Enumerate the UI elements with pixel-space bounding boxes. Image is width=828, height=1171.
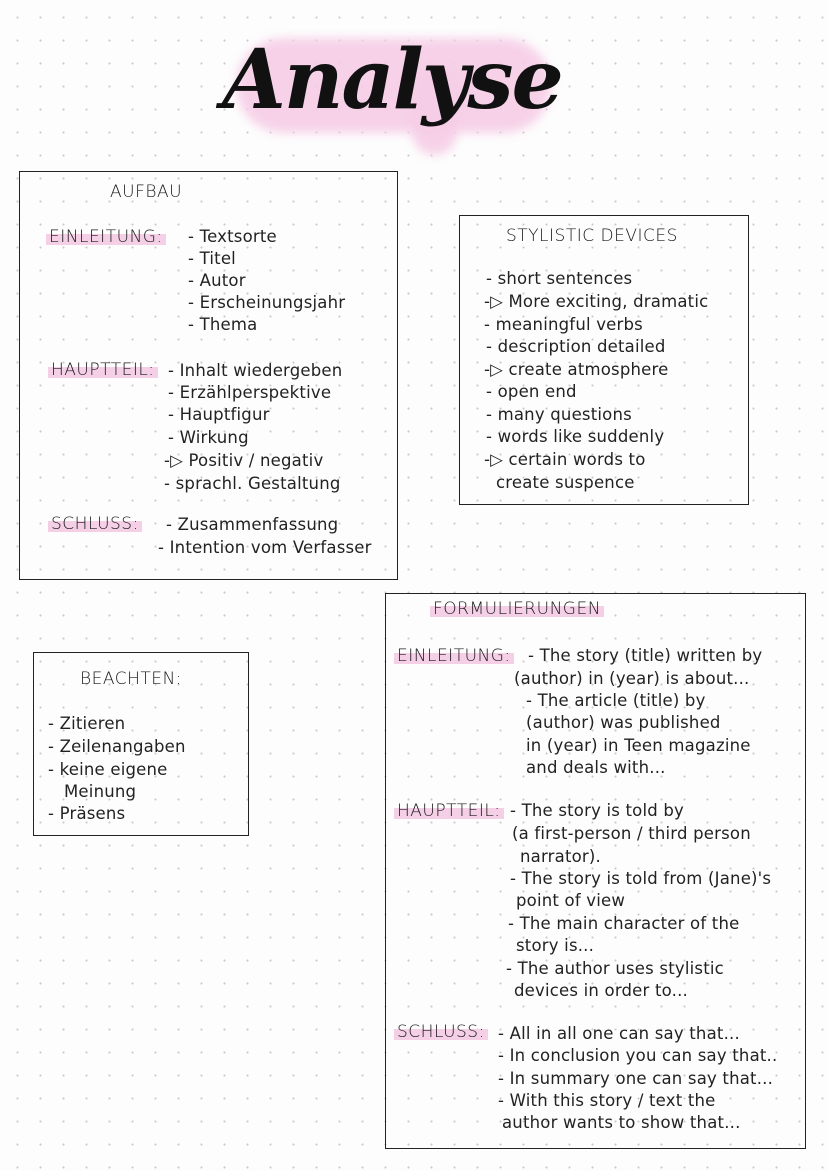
- list-item: - The story is told from (Jane)'s: [510, 869, 772, 888]
- list-item: point of view: [516, 891, 626, 910]
- list-item: narrator).: [520, 847, 601, 866]
- list-item: (author) in (year) is about...: [514, 669, 750, 688]
- list-item: - In conclusion you can say that..: [498, 1046, 778, 1065]
- list-item: - Intention vom Verfasser: [158, 538, 372, 557]
- beachten-heading: BEACHTEN:: [80, 669, 182, 689]
- list-item: - Erscheinungsjahr: [188, 293, 346, 312]
- list-item: - The story is told by: [510, 801, 685, 820]
- list-item: - In summary one can say that...: [498, 1069, 774, 1088]
- list-item: - Textsorte: [188, 227, 277, 246]
- formulierungen-schluss-label: SCHLUSS:: [394, 1022, 488, 1042]
- list-item: in (year) in Teen magazine: [526, 736, 751, 755]
- list-item: (a first-person / third person: [512, 824, 751, 843]
- list-item: - words like suddenly: [486, 427, 665, 446]
- list-item: (author) was published: [526, 713, 721, 732]
- list-item: create suspence: [496, 473, 635, 492]
- list-item: - meaningful verbs: [484, 315, 643, 334]
- list-item: - The story (title) written by: [528, 646, 763, 665]
- list-item: - sprachl. Gestaltung: [164, 474, 341, 493]
- list-item: - Erzählperspektive: [168, 383, 332, 402]
- list-item: - Zeilenangaben: [48, 737, 186, 756]
- list-item: - All in all one can say that...: [498, 1024, 740, 1043]
- aufbau-heading: AUFBAU: [110, 182, 183, 202]
- list-item: Meinung: [64, 782, 137, 801]
- list-item: - Inhalt wiedergeben: [168, 361, 343, 380]
- formulierungen-box: [385, 593, 806, 1149]
- page-title-block: [222, 10, 562, 150]
- list-item: devices in order to...: [514, 981, 688, 1000]
- list-item: - The main character of the: [508, 914, 740, 933]
- list-item: - The author uses stylistic: [506, 959, 724, 978]
- formulierungen-einleitung-label: EINLEITUNG:: [394, 646, 514, 666]
- list-item: author wants to show that...: [502, 1113, 741, 1132]
- list-item: - Autor: [188, 271, 246, 290]
- list-item: - many questions: [486, 405, 632, 424]
- aufbau-einleitung-label: EINLEITUNG:: [46, 227, 166, 247]
- list-item: -▷ create atmosphere: [484, 360, 669, 379]
- aufbau-schluss-label: SCHLUSS:: [48, 514, 142, 534]
- aufbau-hauptteil-label: HAUPTTEIL:: [48, 360, 158, 380]
- list-item: - Präsens: [48, 804, 126, 823]
- list-item: - The article (title) by: [526, 691, 706, 710]
- list-item: - Titel: [188, 249, 236, 268]
- list-item: - Wirkung: [168, 428, 249, 447]
- list-item: - description detailed: [486, 337, 666, 356]
- list-item: - Thema: [188, 315, 258, 334]
- page-title: Analyse: [222, 32, 562, 128]
- list-item: -▷ certain words to: [484, 450, 646, 469]
- list-item: and deals with...: [526, 758, 666, 777]
- stylistic-devices-box: [459, 215, 749, 505]
- list-item: - short sentences: [486, 269, 633, 288]
- list-item: - Zusammenfassung: [166, 515, 339, 534]
- formulierungen-heading: FORMULIERUNGEN: [430, 599, 604, 619]
- list-item: - open end: [486, 382, 577, 401]
- list-item: -▷ Positiv / negativ: [164, 451, 324, 470]
- aufbau-box: [19, 171, 398, 580]
- list-item: story is...: [516, 936, 595, 955]
- beachten-box: [33, 652, 249, 836]
- list-item: - Hauptfigur: [168, 405, 270, 424]
- formulierungen-hauptteil-label: HAUPTTEIL:: [394, 801, 504, 821]
- list-item: - Zitieren: [48, 714, 126, 733]
- list-item: -▷ More exciting, dramatic: [484, 292, 709, 311]
- list-item: - With this story / text the: [498, 1091, 716, 1110]
- stylistic-heading: STYLISTIC DEVICES: [506, 226, 678, 246]
- list-item: - keine eigene: [48, 760, 168, 779]
